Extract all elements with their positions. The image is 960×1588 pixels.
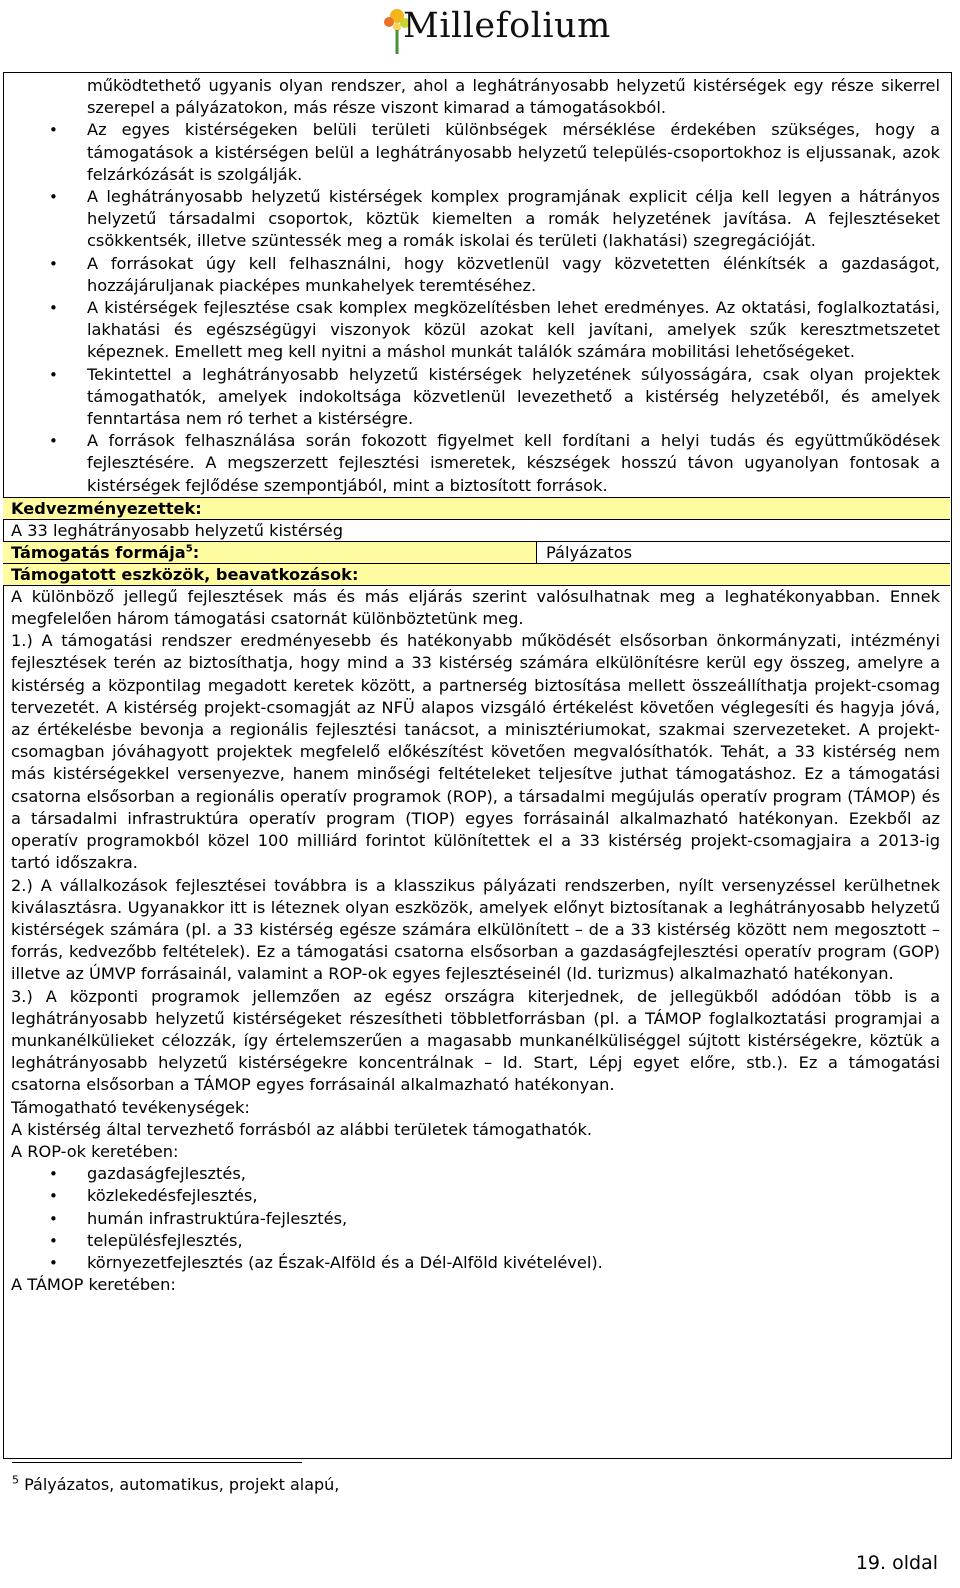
tools-paragraph: A különböző jellegű fejlesztések más és más eljárás szerint valósulhatnak meg a leghatékonyabban. Ennek megfelelően három támogatási csatornát különböztetünk meg.	[11, 586, 940, 629]
principles-list	[11, 119, 940, 496]
intro-paragraph: működtethető ugyanis olyan rendszer, ahol a leghátrányosabb helyzetű kistérségek egy része sikerrel szerepel a pályázatokon, más része viszont kimarad a támogatásokból.	[87, 76, 940, 118]
tools-paragraph: 2.) A vállalkozások fejlesztései továbbra is a klasszikus pályázati rendszerben, nyílt versenyzéssel kerülhetnek kiválasztásra. Ugyanakkor itt is léteznek olyan eszközök, amelyek előnyt biztosítanak a leghátrányosabb helyzetű kistérségek számára (pl. a 33 kistérség egésze számára elkülönített – de a 33 kistérség között nem megosztott – forrás, kedvezőbb feltételek). Ez a támogatási csatorna elsősorban a gazdaságfejlesztési operatív program (GOP) illetve az ÚMVP forrásainál, valamint a ROP-ok egyes fejlesztéseinél (ld. turizmus) alkalmazható hatékonyan.	[11, 875, 940, 984]
activities-heading: Támogatható tevékenységek:	[11, 1097, 250, 1117]
list-item: • közlekedésfejlesztés,	[11, 1185, 940, 1207]
logo-wordmark: Millefolium	[403, 6, 611, 46]
footnote	[12, 1475, 339, 1494]
beneficiaries-heading: Kedvezményezettek:	[3, 497, 950, 520]
list-item: • A forrásokat úgy kell felhasználni, hogy közvetlenül vagy közvetetten élénkítsék a gazdaságot, hozzájáruljanak piacképes munkahelyek teremtéséhez.	[11, 253, 940, 297]
list-item: • A leghátrányosabb helyzetű kistérségek komplex programjának explicit célja kell legyen a hátrányos helyzetű társadalmi csoportok, köztük kiemelten a romák helyzetének javítása. A fejlesztéseket csökkentsék, illetve szüntessék meg a romák iskolai és területi (lakhatási) szegregációját.	[11, 186, 940, 253]
list-item: • A kistérségek fejlesztése csak komplex megközelítésben lehet eredményes. Az oktatási, foglalkoztatási, lakhatási és egészségügyi viszonyok közül azokat kell javítani, amelyek szűk keresztmetszetet képeznek. Emellett meg kell nyitni a máshol munkát találók számára mobilitási lehetőségeket.	[11, 297, 940, 364]
tools-paragraph: 1.) A támogatási rendszer eredményesebb és hatékonyabb működését elsősorban önkormányzati, intézményi fejlesztések terén az biztosíthatja, hogy mind a 33 kistérség számára elkülönítésre kerül egy összeg, amelyre a kistérség a központilag megadott keretek között, a partnerség biztosítása mellett összeállíthatja projekt-csomag tervezetét. A kistérség projekt-csomagját az NFÜ alapos vizsgáló értékelést követően véglegesíti és hagyja jóvá, az értékelésbe bevonja a regionális fejlesztési tanácsot, a minisztériumokat, szakmai szervezeteket. A projekt-csomagban jóváhagyott projektek megfelelő előkészítést követően megvalósíthatók. Tehát, a 33 kistérség nem más kistérségekkel versenyezve, hanem minőségi feltételeket teljesítve juthat támogatáshoz. Ez a támogatási csatorna elsősorban a regionális operatív programok (ROP), a társadalmi megújulás operatív program (TÁMOP) és a társadalmi infrastruktúra operatív program (TIOP) egyes forrásainál alkalmazható hatékonyan. Ezekből az operatív programokból közel 100 milliárd forintot különítettek el a 33 kistérség projekt-csomagjaira a 2013-ig tartó időszakra.	[11, 631, 940, 873]
tools-paragraph: 3.) A központi programok jellemzően az egész országra kiterjednek, de jellegükből adódóan több is a leghátrányosabb helyzetű kistérségeket részesítheti többletforrásban (pl. a TÁMOP foglalkoztatási programjai a munkanélkülieket célozzák, így értelemszerűen a magasabb munkanélküliséggel sújtott kistérségekre, köztük a leghátrányosabb helyzetű kistérségekre koncentrálnak – ld. Start, Lépj egyet előre, stb.). Ez a támogatási csatorna elsősorban a TÁMOP egyes forrásainál alkalmazható hatékonyan.	[11, 986, 940, 1095]
beneficiaries-value: A 33 leghátrányosabb helyzetű kistérség	[11, 520, 344, 540]
rop-heading: A ROP-ok keretében:	[11, 1141, 179, 1161]
support-form-label: Támogatás formája$^5$:	[3, 542, 537, 563]
support-form-row	[3, 541, 950, 564]
list-item: • Az egyes kistérségeken belüli területi különbségek mérséklése érdekében szükséges, hogy a támogatások a kistérségen belül a leghátrányosabb helyzetű település-csoportokhoz is eljussanak, azok felzárkózását is szolgálják.	[11, 119, 940, 186]
footnote-ref: 5	[185, 543, 193, 555]
list-item: • gazdaságfejlesztés,	[11, 1163, 940, 1185]
footnote-number: 5	[12, 1473, 19, 1487]
page-number: 19. oldal	[855, 1552, 938, 1574]
activities-intro: A kistérség által tervezhető forrásból az alábbi területek támogathatók.	[11, 1119, 593, 1139]
tamop-heading: A TÁMOP keretében:	[11, 1275, 176, 1295]
support-form-value: Pályázatos	[537, 542, 950, 563]
footnote-divider	[12, 1462, 302, 1463]
list-item: • településfejlesztés,	[11, 1230, 940, 1252]
list-item: • humán infrastruktúra-fejlesztés,	[11, 1208, 940, 1230]
rop-list	[11, 1163, 940, 1274]
tools-heading: Támogatott eszközök, beavatkozások:	[3, 564, 950, 586]
document-body	[11, 75, 940, 1296]
millefolium-logo	[385, 2, 611, 60]
footnote-text: Pályázatos, automatikus, projekt alapú,	[24, 1475, 340, 1494]
list-item: • Tekintettel a leghátrányosabb helyzetű kistérségek helyzetének súlyosságára, csak olyan projektek támogathatók, amelyek indokoltsága közvetlenül levezethető a kistérség helyzetéből, és amelyek fenntartása nem ró terhet a kistérségre.	[11, 364, 940, 431]
list-item: • A források felhasználása során fokozott figyelmet kell fordítani a helyi tudás és együttműködések fejlesztésére. A megszerzett fejlesztési ismeretek, készségek hosszú távon ugyanolyan fontosak a kistérségek fejlődése szempontjából, mint a biztosított források.	[11, 430, 940, 497]
list-item: • környezetfejlesztés (az Észak-Alföld és a Dél-Alföld kivételével).	[11, 1252, 940, 1274]
